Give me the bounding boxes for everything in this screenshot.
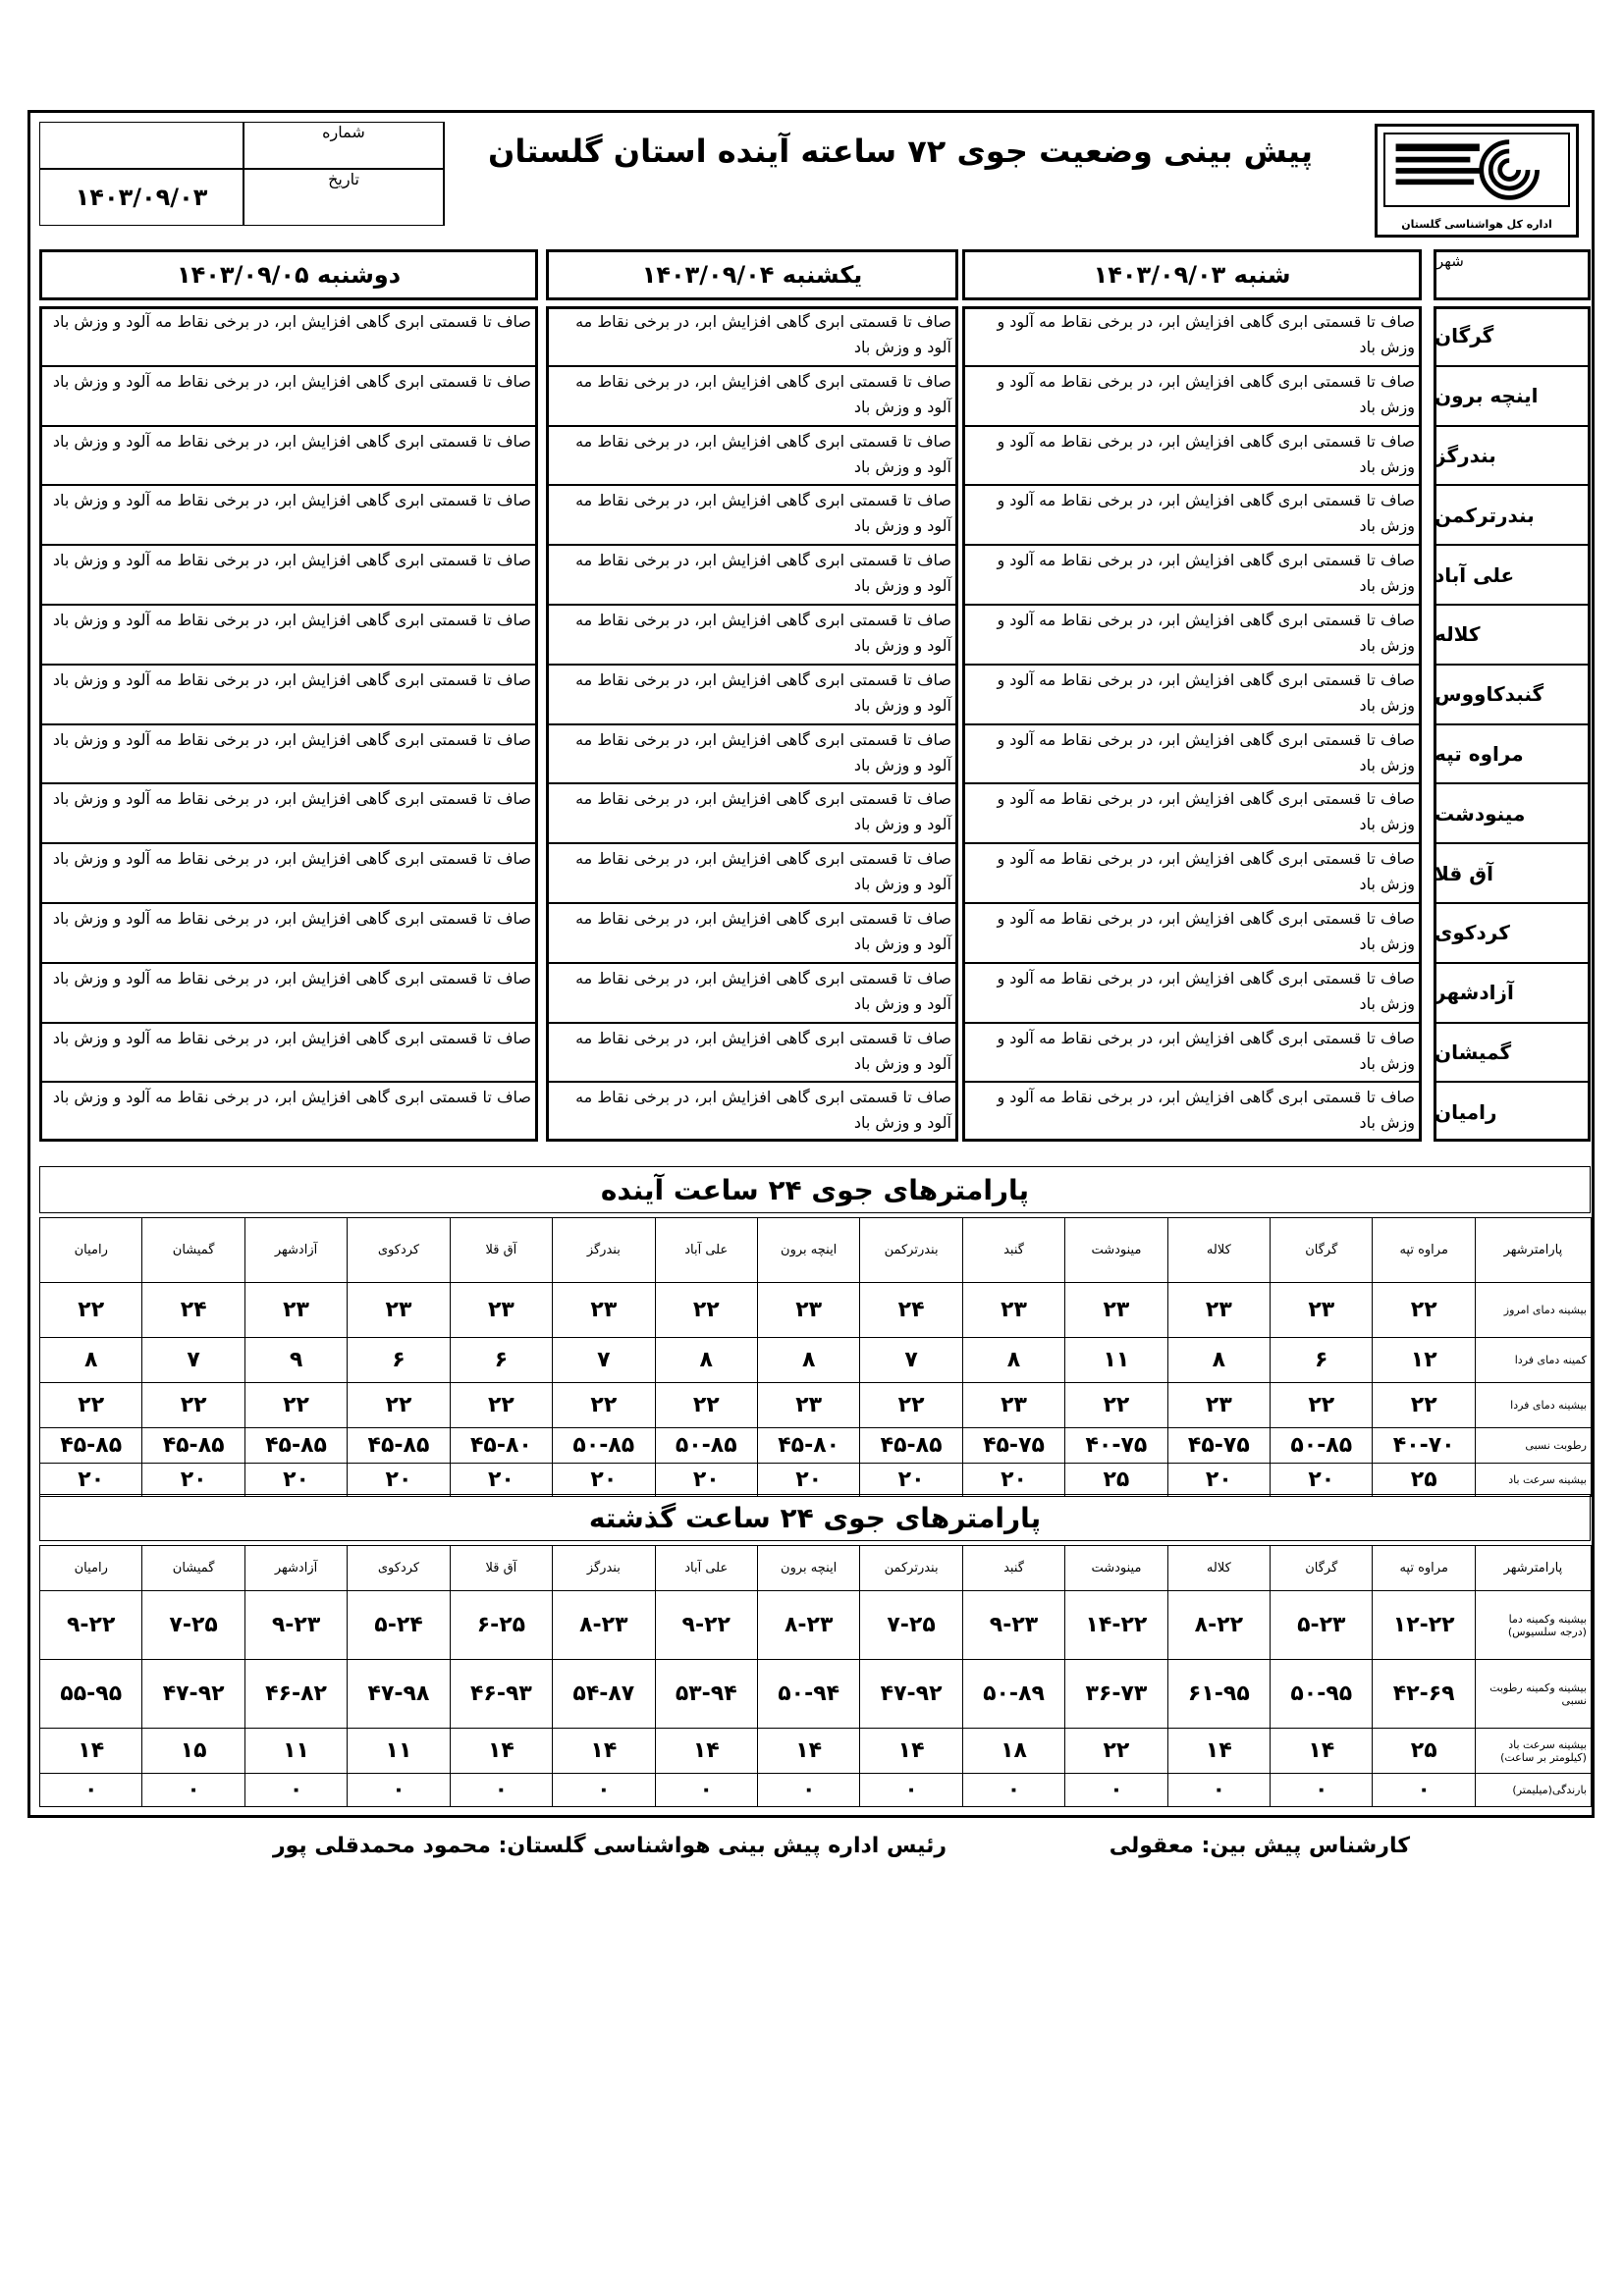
- next24-row-label-2: بیشینه دمای فردا: [1475, 1383, 1591, 1428]
- page-title: پیش بینی وضعیت جوی ۷۲ ساعته آینده استان گلستان: [488, 133, 1313, 170]
- next24-value-0-11: ۲۳: [244, 1283, 347, 1338]
- next24-value-3-8: ۵۰-۸۵: [553, 1428, 655, 1464]
- next24-city-6: اینچه برون: [757, 1218, 859, 1283]
- past24-value-2-12: ۱۵: [142, 1729, 244, 1774]
- past24-value-3-12: ۰: [142, 1774, 244, 1807]
- past24-row-1: [40, 1660, 1592, 1729]
- head-name: رئیس اداره پیش بینی هواشناسی گلستان: محمود محمدقلی پور: [272, 1834, 947, 1858]
- next24-value-4-4: ۲۰: [962, 1464, 1064, 1497]
- past24-value-3-10: ۰: [348, 1774, 450, 1807]
- forecast-city-8: مینودشت: [1434, 783, 1591, 843]
- next24-value-2-12: ۲۲: [142, 1383, 244, 1428]
- next24-value-3-10: ۴۵-۸۵: [348, 1428, 450, 1464]
- forecast-cell-0-day2: صاف تا قسمتی ابری گاهی افزایش ابر، در برخی نقاط مه آلود و وزش باد: [546, 306, 958, 366]
- next24-value-0-3: ۲۳: [1065, 1283, 1167, 1338]
- past24-table: [39, 1545, 1592, 1807]
- forecaster-signature: [1110, 1834, 1410, 1858]
- past24-value-0-9: ۶-۲۵: [450, 1591, 552, 1660]
- next24-value-4-5: ۲۰: [860, 1464, 962, 1497]
- date-label-cell: [244, 169, 444, 226]
- forecast-cell-0-day3: صاف تا قسمتی ابری گاهی افزایش ابر، در برخی نقاط مه آلود و وزش باد: [39, 306, 538, 366]
- forecast-cell-6-day3: صاف تا قسمتی ابری گاهی افزایش ابر، در برخی نقاط مه آلود و وزش باد: [39, 665, 538, 724]
- next24-value-2-3: ۲۲: [1065, 1383, 1167, 1428]
- forecast-city-10: کردکوی: [1434, 903, 1591, 963]
- forecast-city-5: کلاله: [1434, 605, 1591, 665]
- next24-value-4-1: ۲۰: [1271, 1464, 1373, 1497]
- next24-city-9: آق قلا: [450, 1218, 552, 1283]
- forecast-cell-1-day1: صاف تا قسمتی ابری گاهی افزایش ابر، در برخی نقاط مه آلود و وزش باد: [962, 366, 1422, 426]
- past24-value-1-0: ۴۲-۶۹: [1373, 1660, 1475, 1729]
- past24-value-2-6: ۱۴: [757, 1729, 859, 1774]
- past24-value-1-11: ۴۶-۸۲: [244, 1660, 347, 1729]
- past24-value-2-2: ۱۴: [1167, 1729, 1270, 1774]
- next24-value-0-6: ۲۳: [757, 1283, 859, 1338]
- next24-value-4-3: ۲۵: [1065, 1464, 1167, 1497]
- past24-city-11: آزادشهر: [244, 1546, 347, 1591]
- header-divider: [444, 122, 1377, 226]
- next24-value-0-5: ۲۴: [860, 1283, 962, 1338]
- forecast-cell-9-day2: صاف تا قسمتی ابری گاهی افزایش ابر، در برخی نقاط مه آلود و وزش باد: [546, 843, 958, 903]
- next24-value-0-0: ۲۲: [1373, 1283, 1475, 1338]
- forecast-cell-7-day3: صاف تا قسمتی ابری گاهی افزایش ابر، در برخی نقاط مه آلود و وزش باد: [39, 724, 538, 784]
- past24-city-0: مراوه تپه: [1373, 1546, 1475, 1591]
- past24-value-1-5: ۴۷-۹۲: [860, 1660, 962, 1729]
- next24-row-label-0: بیشینه دمای امروز: [1475, 1283, 1591, 1338]
- forecast-cell-9-day1: صاف تا قسمتی ابری گاهی افزایش ابر، در برخی نقاط مه آلود و وزش باد: [962, 843, 1422, 903]
- past24-city-10: کردکوی: [348, 1546, 450, 1591]
- next24-row-4: [40, 1464, 1592, 1497]
- next24-row-0: [40, 1283, 1592, 1338]
- meteorological-organization-logo: [1375, 124, 1579, 238]
- past24-value-3-8: ۰: [553, 1774, 655, 1807]
- forecast-cell-3-day3: صاف تا قسمتی ابری گاهی افزایش ابر، در برخی نقاط مه آلود و وزش باد: [39, 485, 538, 545]
- next24-value-1-6: ۸: [757, 1338, 859, 1383]
- forecast-city-13: رامیان: [1434, 1082, 1591, 1142]
- past24-row-label-2: بیشینه سرعت باد (کیلومتر بر ساعت): [1475, 1729, 1591, 1774]
- past24-value-2-5: ۱۴: [860, 1729, 962, 1774]
- logo-emblem: [1383, 133, 1570, 207]
- past24-city-3: مینودشت: [1065, 1546, 1167, 1591]
- next24-value-2-1: ۲۲: [1271, 1383, 1373, 1428]
- forecast-cell-10-day2: صاف تا قسمتی ابری گاهی افزایش ابر، در برخی نقاط مه آلود و وزش باد: [546, 903, 958, 963]
- past24-value-0-7: ۹-۲۲: [655, 1591, 757, 1660]
- past24-value-3-4: ۰: [962, 1774, 1064, 1807]
- forecast-cell-3-day2: صاف تا قسمتی ابری گاهی افزایش ابر، در برخی نقاط مه آلود و وزش باد: [546, 485, 958, 545]
- past24-value-0-6: ۸-۲۳: [757, 1591, 859, 1660]
- past24-city-4: گنبد: [962, 1546, 1064, 1591]
- next24-row-1: [40, 1338, 1592, 1383]
- past24-value-1-2: ۶۱-۹۵: [1167, 1660, 1270, 1729]
- logo-spiral-icon: [1385, 134, 1568, 205]
- past24-row-label-3: بارندگی(میلیمتر): [1475, 1774, 1591, 1807]
- past24-value-1-8: ۵۴-۸۷: [553, 1660, 655, 1729]
- forecast-city-2: بندرگز: [1434, 426, 1591, 486]
- next24-value-2-6: ۲۳: [757, 1383, 859, 1428]
- past24-row-label-0: بیشینه وکمینه دما (درجه سلسیوس): [1475, 1591, 1591, 1660]
- past24-city-13: رامیان: [40, 1546, 142, 1591]
- next24-value-0-13: ۲۲: [40, 1283, 142, 1338]
- past24-value-2-13: ۱۴: [40, 1729, 142, 1774]
- next24-value-2-11: ۲۲: [244, 1383, 347, 1428]
- next24-value-2-10: ۲۲: [348, 1383, 450, 1428]
- next24-value-2-8: ۲۲: [553, 1383, 655, 1428]
- forecast-city-9: آق قلا: [1434, 843, 1591, 903]
- next24-value-0-8: ۲۳: [553, 1283, 655, 1338]
- forecast-cell-13-day1: صاف تا قسمتی ابری گاهی افزایش ابر، در برخی نقاط مه آلود و وزش باد: [962, 1082, 1422, 1142]
- past24-value-2-3: ۲۲: [1065, 1729, 1167, 1774]
- forecast-cell-2-day1: صاف تا قسمتی ابری گاهی افزایش ابر، در برخی نقاط مه آلود و وزش باد: [962, 426, 1422, 486]
- next24-title: پارامترهای جوی ۲۴ ساعت آینده: [600, 1173, 1030, 1206]
- next24-value-1-5: ۷: [860, 1338, 962, 1383]
- past24-row-0: [40, 1591, 1592, 1660]
- forecast-city-1: اینچه برون: [1434, 366, 1591, 426]
- past24-value-3-3: ۰: [1065, 1774, 1167, 1807]
- forecast-cell-5-day2: صاف تا قسمتی ابری گاهی افزایش ابر، در برخی نقاط مه آلود و وزش باد: [546, 605, 958, 665]
- next24-city-3: مینودشت: [1065, 1218, 1167, 1283]
- forecast-cell-6-day1: صاف تا قسمتی ابری گاهی افزایش ابر، در برخی نقاط مه آلود و وزش باد: [962, 665, 1422, 724]
- past24-value-1-7: ۵۳-۹۴: [655, 1660, 757, 1729]
- next24-city-2: کلاله: [1167, 1218, 1270, 1283]
- next24-value-3-7: ۵۰-۸۵: [655, 1428, 757, 1464]
- forecast-cell-8-day2: صاف تا قسمتی ابری گاهی افزایش ابر، در برخی نقاط مه آلود و وزش باد: [546, 783, 958, 843]
- forecast-cell-10-day3: صاف تا قسمتی ابری گاهی افزایش ابر، در برخی نقاط مه آلود و وزش باد: [39, 903, 538, 963]
- past24-value-3-13: ۰: [40, 1774, 142, 1807]
- next24-value-2-5: ۲۲: [860, 1383, 962, 1428]
- past24-value-0-8: ۸-۲۳: [553, 1591, 655, 1660]
- past24-value-3-0: ۰: [1373, 1774, 1475, 1807]
- past24-value-0-4: ۹-۲۳: [962, 1591, 1064, 1660]
- past24-value-0-10: ۵-۲۴: [348, 1591, 450, 1660]
- next24-corner: پارامترشهر: [1475, 1218, 1591, 1283]
- forecast-cell-0-day1: صاف تا قسمتی ابری گاهی افزایش ابر، در برخی نقاط مه آلود و وزش باد: [962, 306, 1422, 366]
- next24-value-4-13: ۲۰: [40, 1464, 142, 1497]
- next24-value-2-7: ۲۲: [655, 1383, 757, 1428]
- forecast-cell-11-day1: صاف تا قسمتی ابری گاهی افزایش ابر، در برخی نقاط مه آلود و وزش باد: [962, 963, 1422, 1023]
- next24-city-1: گرگان: [1271, 1218, 1373, 1283]
- number-label-cell: [244, 122, 444, 169]
- head-signature: [273, 1834, 947, 1858]
- next24-city-7: علی آباد: [655, 1218, 757, 1283]
- past24-value-2-1: ۱۴: [1271, 1729, 1373, 1774]
- past24-value-3-1: ۰: [1271, 1774, 1373, 1807]
- next24-value-1-12: ۷: [142, 1338, 244, 1383]
- past24-value-1-4: ۵۰-۸۹: [962, 1660, 1064, 1729]
- past24-city-8: بندرگز: [553, 1546, 655, 1591]
- next24-city-13: رامیان: [40, 1218, 142, 1283]
- forecast-cell-12-day1: صاف تا قسمتی ابری گاهی افزایش ابر، در برخی نقاط مه آلود و وزش باد: [962, 1023, 1422, 1083]
- next24-value-2-0: ۲۲: [1373, 1383, 1475, 1428]
- next24-city-5: بندرترکمن: [860, 1218, 962, 1283]
- past24-value-1-13: ۵۵-۹۵: [40, 1660, 142, 1729]
- past24-value-2-0: ۲۵: [1373, 1729, 1475, 1774]
- forecast-cell-8-day3: صاف تا قسمتی ابری گاهی افزایش ابر، در برخی نقاط مه آلود و وزش باد: [39, 783, 538, 843]
- next24-value-1-3: ۱۱: [1065, 1338, 1167, 1383]
- past24-value-1-1: ۵۰-۹۵: [1271, 1660, 1373, 1729]
- past24-value-0-1: ۵-۲۳: [1271, 1591, 1373, 1660]
- past24-city-7: علی آباد: [655, 1546, 757, 1591]
- forecast-cell-5-day3: صاف تا قسمتی ابری گاهی افزایش ابر، در برخی نقاط مه آلود و وزش باد: [39, 605, 538, 665]
- forecast-city-0: گرگان: [1434, 306, 1591, 366]
- forecast-cell-1-day2: صاف تا قسمتی ابری گاهی افزایش ابر، در برخی نقاط مه آلود و وزش باد: [546, 366, 958, 426]
- past24-value-2-7: ۱۴: [655, 1729, 757, 1774]
- next24-city-0: مراوه تپه: [1373, 1218, 1475, 1283]
- next24-value-3-0: ۴۰-۷۰: [1373, 1428, 1475, 1464]
- next24-city-12: گمیشان: [142, 1218, 244, 1283]
- forecast-cell-13-day3: صاف تا قسمتی ابری گاهی افزایش ابر، در برخی نقاط مه آلود و وزش باد: [39, 1082, 538, 1142]
- next24-value-0-1: ۲۳: [1271, 1283, 1373, 1338]
- past24-value-2-10: ۱۱: [348, 1729, 450, 1774]
- forecast-city-6: گنبدکاووس: [1434, 665, 1591, 724]
- forecast-cell-9-day3: صاف تا قسمتی ابری گاهی افزایش ابر، در برخی نقاط مه آلود و وزش باد: [39, 843, 538, 903]
- forecast-cell-4-day1: صاف تا قسمتی ابری گاهی افزایش ابر، در برخی نقاط مه آلود و وزش باد: [962, 545, 1422, 605]
- past24-value-2-11: ۱۱: [244, 1729, 347, 1774]
- past24-value-3-9: ۰: [450, 1774, 552, 1807]
- past24-value-0-0: ۱۲-۲۲: [1373, 1591, 1475, 1660]
- next24-value-3-6: ۴۵-۸۰: [757, 1428, 859, 1464]
- forecast-cell-12-day3: صاف تا قسمتی ابری گاهی افزایش ابر، در برخی نقاط مه آلود و وزش باد: [39, 1023, 538, 1083]
- forecast-cell-12-day2: صاف تا قسمتی ابری گاهی افزایش ابر، در برخی نقاط مه آلود و وزش باد: [546, 1023, 958, 1083]
- day-header-2: یکشنبه ۱۴۰۳/۰۹/۰۴: [546, 249, 958, 300]
- next24-value-1-0: ۱۲: [1373, 1338, 1475, 1383]
- next24-value-3-13: ۴۵-۸۵: [40, 1428, 142, 1464]
- past24-value-0-3: ۱۴-۲۲: [1065, 1591, 1167, 1660]
- day-header-1: شنبه ۱۴۰۳/۰۹/۰۳: [962, 249, 1422, 300]
- next24-value-4-8: ۲۰: [553, 1464, 655, 1497]
- next24-value-3-4: ۴۵-۷۵: [962, 1428, 1064, 1464]
- forecast-cell-2-day2: صاف تا قسمتی ابری گاهی افزایش ابر، در برخی نقاط مه آلود و وزش باد: [546, 426, 958, 486]
- past24-value-2-4: ۱۸: [962, 1729, 1064, 1774]
- next24-value-0-10: ۲۳: [348, 1283, 450, 1338]
- number-label: شماره: [322, 123, 365, 141]
- forecast-city-3: بندرترکمن: [1434, 485, 1591, 545]
- next24-value-4-9: ۲۰: [450, 1464, 552, 1497]
- next24-row-3: [40, 1428, 1592, 1464]
- forecaster-name: کارشناس پیش بین: معقولی: [1109, 1834, 1410, 1858]
- next24-row-2: [40, 1383, 1592, 1428]
- forecast-cell-13-day2: صاف تا قسمتی ابری گاهی افزایش ابر، در برخی نقاط مه آلود و وزش باد: [546, 1082, 958, 1142]
- next24-value-1-7: ۸: [655, 1338, 757, 1383]
- next24-value-2-13: ۲۲: [40, 1383, 142, 1428]
- next24-value-0-2: ۲۳: [1167, 1283, 1270, 1338]
- past24-value-3-2: ۰: [1167, 1774, 1270, 1807]
- next24-value-4-7: ۲۰: [655, 1464, 757, 1497]
- past24-value-0-13: ۹-۲۲: [40, 1591, 142, 1660]
- next24-value-1-9: ۶: [450, 1338, 552, 1383]
- date-label: تاریخ: [328, 170, 359, 188]
- next24-value-4-10: ۲۰: [348, 1464, 450, 1497]
- next24-city-8: بندرگز: [553, 1218, 655, 1283]
- forecast-city-4: علی آباد: [1434, 545, 1591, 605]
- city-column-header: شهر: [1434, 249, 1591, 300]
- next24-value-3-1: ۵۰-۸۵: [1271, 1428, 1373, 1464]
- past24-corner: پارامترشهر: [1475, 1546, 1591, 1591]
- past24-row-2: [40, 1729, 1592, 1774]
- next24-value-1-13: ۸: [40, 1338, 142, 1383]
- next24-title-cell: [39, 1166, 1591, 1213]
- next24-value-4-6: ۲۰: [757, 1464, 859, 1497]
- logo-caption: اداره کل هواشناسی گلستان: [1401, 218, 1552, 231]
- forecast-cell-3-day1: صاف تا قسمتی ابری گاهی افزایش ابر، در برخی نقاط مه آلود و وزش باد: [962, 485, 1422, 545]
- forecast-cell-7-day2: صاف تا قسمتی ابری گاهی افزایش ابر، در برخی نقاط مه آلود و وزش باد: [546, 724, 958, 784]
- forecast-city-7: مراوه تپه: [1434, 724, 1591, 784]
- forecast-cell-1-day3: صاف تا قسمتی ابری گاهی افزایش ابر، در برخی نقاط مه آلود و وزش باد: [39, 366, 538, 426]
- date-value-cell: [39, 169, 244, 226]
- past24-value-0-12: ۷-۲۵: [142, 1591, 244, 1660]
- next24-value-1-1: ۶: [1271, 1338, 1373, 1383]
- forecast-cell-7-day1: صاف تا قسمتی ابری گاهی افزایش ابر، در برخی نقاط مه آلود و وزش باد: [962, 724, 1422, 784]
- past24-value-0-2: ۸-۲۲: [1167, 1591, 1270, 1660]
- next24-value-1-10: ۶: [348, 1338, 450, 1383]
- next24-value-3-5: ۴۵-۸۵: [860, 1428, 962, 1464]
- forecast-city-11: آزادشهر: [1434, 963, 1591, 1023]
- past24-value-1-6: ۵۰-۹۴: [757, 1660, 859, 1729]
- past24-value-3-7: ۰: [655, 1774, 757, 1807]
- past24-value-2-9: ۱۴: [450, 1729, 552, 1774]
- past24-value-3-6: ۰: [757, 1774, 859, 1807]
- next24-value-4-2: ۲۰: [1167, 1464, 1270, 1497]
- next24-value-3-2: ۴۵-۷۵: [1167, 1428, 1270, 1464]
- past24-city-6: اینچه برون: [757, 1546, 859, 1591]
- next24-value-4-12: ۲۰: [142, 1464, 244, 1497]
- past24-title-cell: [39, 1494, 1591, 1541]
- past24-value-1-9: ۴۶-۹۳: [450, 1660, 552, 1729]
- next24-city-10: کردکوی: [348, 1218, 450, 1283]
- next24-value-4-0: ۲۵: [1373, 1464, 1475, 1497]
- next24-value-0-7: ۲۲: [655, 1283, 757, 1338]
- past24-value-3-11: ۰: [244, 1774, 347, 1807]
- next24-value-1-2: ۸: [1167, 1338, 1270, 1383]
- forecast-cell-5-day1: صاف تا قسمتی ابری گاهی افزایش ابر، در برخی نقاط مه آلود و وزش باد: [962, 605, 1422, 665]
- next24-city-11: آزادشهر: [244, 1218, 347, 1283]
- forecast-city-12: گمیشان: [1434, 1023, 1591, 1083]
- number-value-cell: [39, 122, 244, 169]
- day-header-3: دوشنبه ۱۴۰۳/۰۹/۰۵: [39, 249, 538, 300]
- past24-city-2: کلاله: [1167, 1546, 1270, 1591]
- next24-value-1-8: ۷: [553, 1338, 655, 1383]
- past24-city-9: آق قلا: [450, 1546, 552, 1591]
- next24-value-0-9: ۲۳: [450, 1283, 552, 1338]
- next24-value-3-12: ۴۵-۸۵: [142, 1428, 244, 1464]
- past24-value-0-11: ۹-۲۳: [244, 1591, 347, 1660]
- forecast-cell-11-day3: صاف تا قسمتی ابری گاهی افزایش ابر، در برخی نقاط مه آلود و وزش باد: [39, 963, 538, 1023]
- past24-city-12: گمیشان: [142, 1546, 244, 1591]
- past24-value-0-5: ۷-۲۵: [860, 1591, 962, 1660]
- forecast-cell-4-day3: صاف تا قسمتی ابری گاهی افزایش ابر، در برخی نقاط مه آلود و وزش باد: [39, 545, 538, 605]
- next24-value-0-12: ۲۴: [142, 1283, 244, 1338]
- next24-value-3-9: ۴۵-۸۰: [450, 1428, 552, 1464]
- next24-row-label-3: رطوبت نسبی: [1475, 1428, 1591, 1464]
- past24-city-1: گرگان: [1271, 1546, 1373, 1591]
- next24-value-2-4: ۲۳: [962, 1383, 1064, 1428]
- next24-row-label-4: بیشینه سرعت باد: [1475, 1464, 1591, 1497]
- forecast-cell-2-day3: صاف تا قسمتی ابری گاهی افزایش ابر، در برخی نقاط مه آلود و وزش باد: [39, 426, 538, 486]
- past24-row-label-1: بیشینه وکمینه رطوبت نسبی: [1475, 1660, 1591, 1729]
- past24-value-1-3: ۳۶-۷۳: [1065, 1660, 1167, 1729]
- next24-city-4: گنبد: [962, 1218, 1064, 1283]
- next24-value-2-2: ۲۳: [1167, 1383, 1270, 1428]
- past24-row-3: [40, 1774, 1592, 1807]
- next24-value-0-4: ۲۳: [962, 1283, 1064, 1338]
- forecast-cell-8-day1: صاف تا قسمتی ابری گاهی افزایش ابر، در برخی نقاط مه آلود و وزش باد: [962, 783, 1422, 843]
- forecast-cell-4-day2: صاف تا قسمتی ابری گاهی افزایش ابر، در برخی نقاط مه آلود و وزش باد: [546, 545, 958, 605]
- next24-value-1-4: ۸: [962, 1338, 1064, 1383]
- next24-value-1-11: ۹: [244, 1338, 347, 1383]
- forecast-cell-10-day1: صاف تا قسمتی ابری گاهی افزایش ابر، در برخی نقاط مه آلود و وزش باد: [962, 903, 1422, 963]
- forecast-cell-6-day2: صاف تا قسمتی ابری گاهی افزایش ابر، در برخی نقاط مه آلود و وزش باد: [546, 665, 958, 724]
- past24-city-5: بندرترکمن: [860, 1546, 962, 1591]
- next24-value-4-11: ۲۰: [244, 1464, 347, 1497]
- past24-value-1-12: ۴۷-۹۲: [142, 1660, 244, 1729]
- next24-row-label-1: کمینه دمای فردا: [1475, 1338, 1591, 1383]
- past24-value-2-8: ۱۴: [553, 1729, 655, 1774]
- past24-value-1-10: ۴۷-۹۸: [348, 1660, 450, 1729]
- next24-value-2-9: ۲۲: [450, 1383, 552, 1428]
- past24-title: پارامترهای جوی ۲۴ ساعت گذشته: [588, 1501, 1042, 1534]
- forecast-cell-11-day2: صاف تا قسمتی ابری گاهی افزایش ابر، در برخی نقاط مه آلود و وزش باد: [546, 963, 958, 1023]
- next24-value-3-11: ۴۵-۸۵: [244, 1428, 347, 1464]
- past24-value-3-5: ۰: [860, 1774, 962, 1807]
- date-value: ۱۴۰۳/۰۹/۰۳: [75, 184, 208, 211]
- next24-value-3-3: ۴۰-۷۵: [1065, 1428, 1167, 1464]
- next24-table: [39, 1217, 1592, 1497]
